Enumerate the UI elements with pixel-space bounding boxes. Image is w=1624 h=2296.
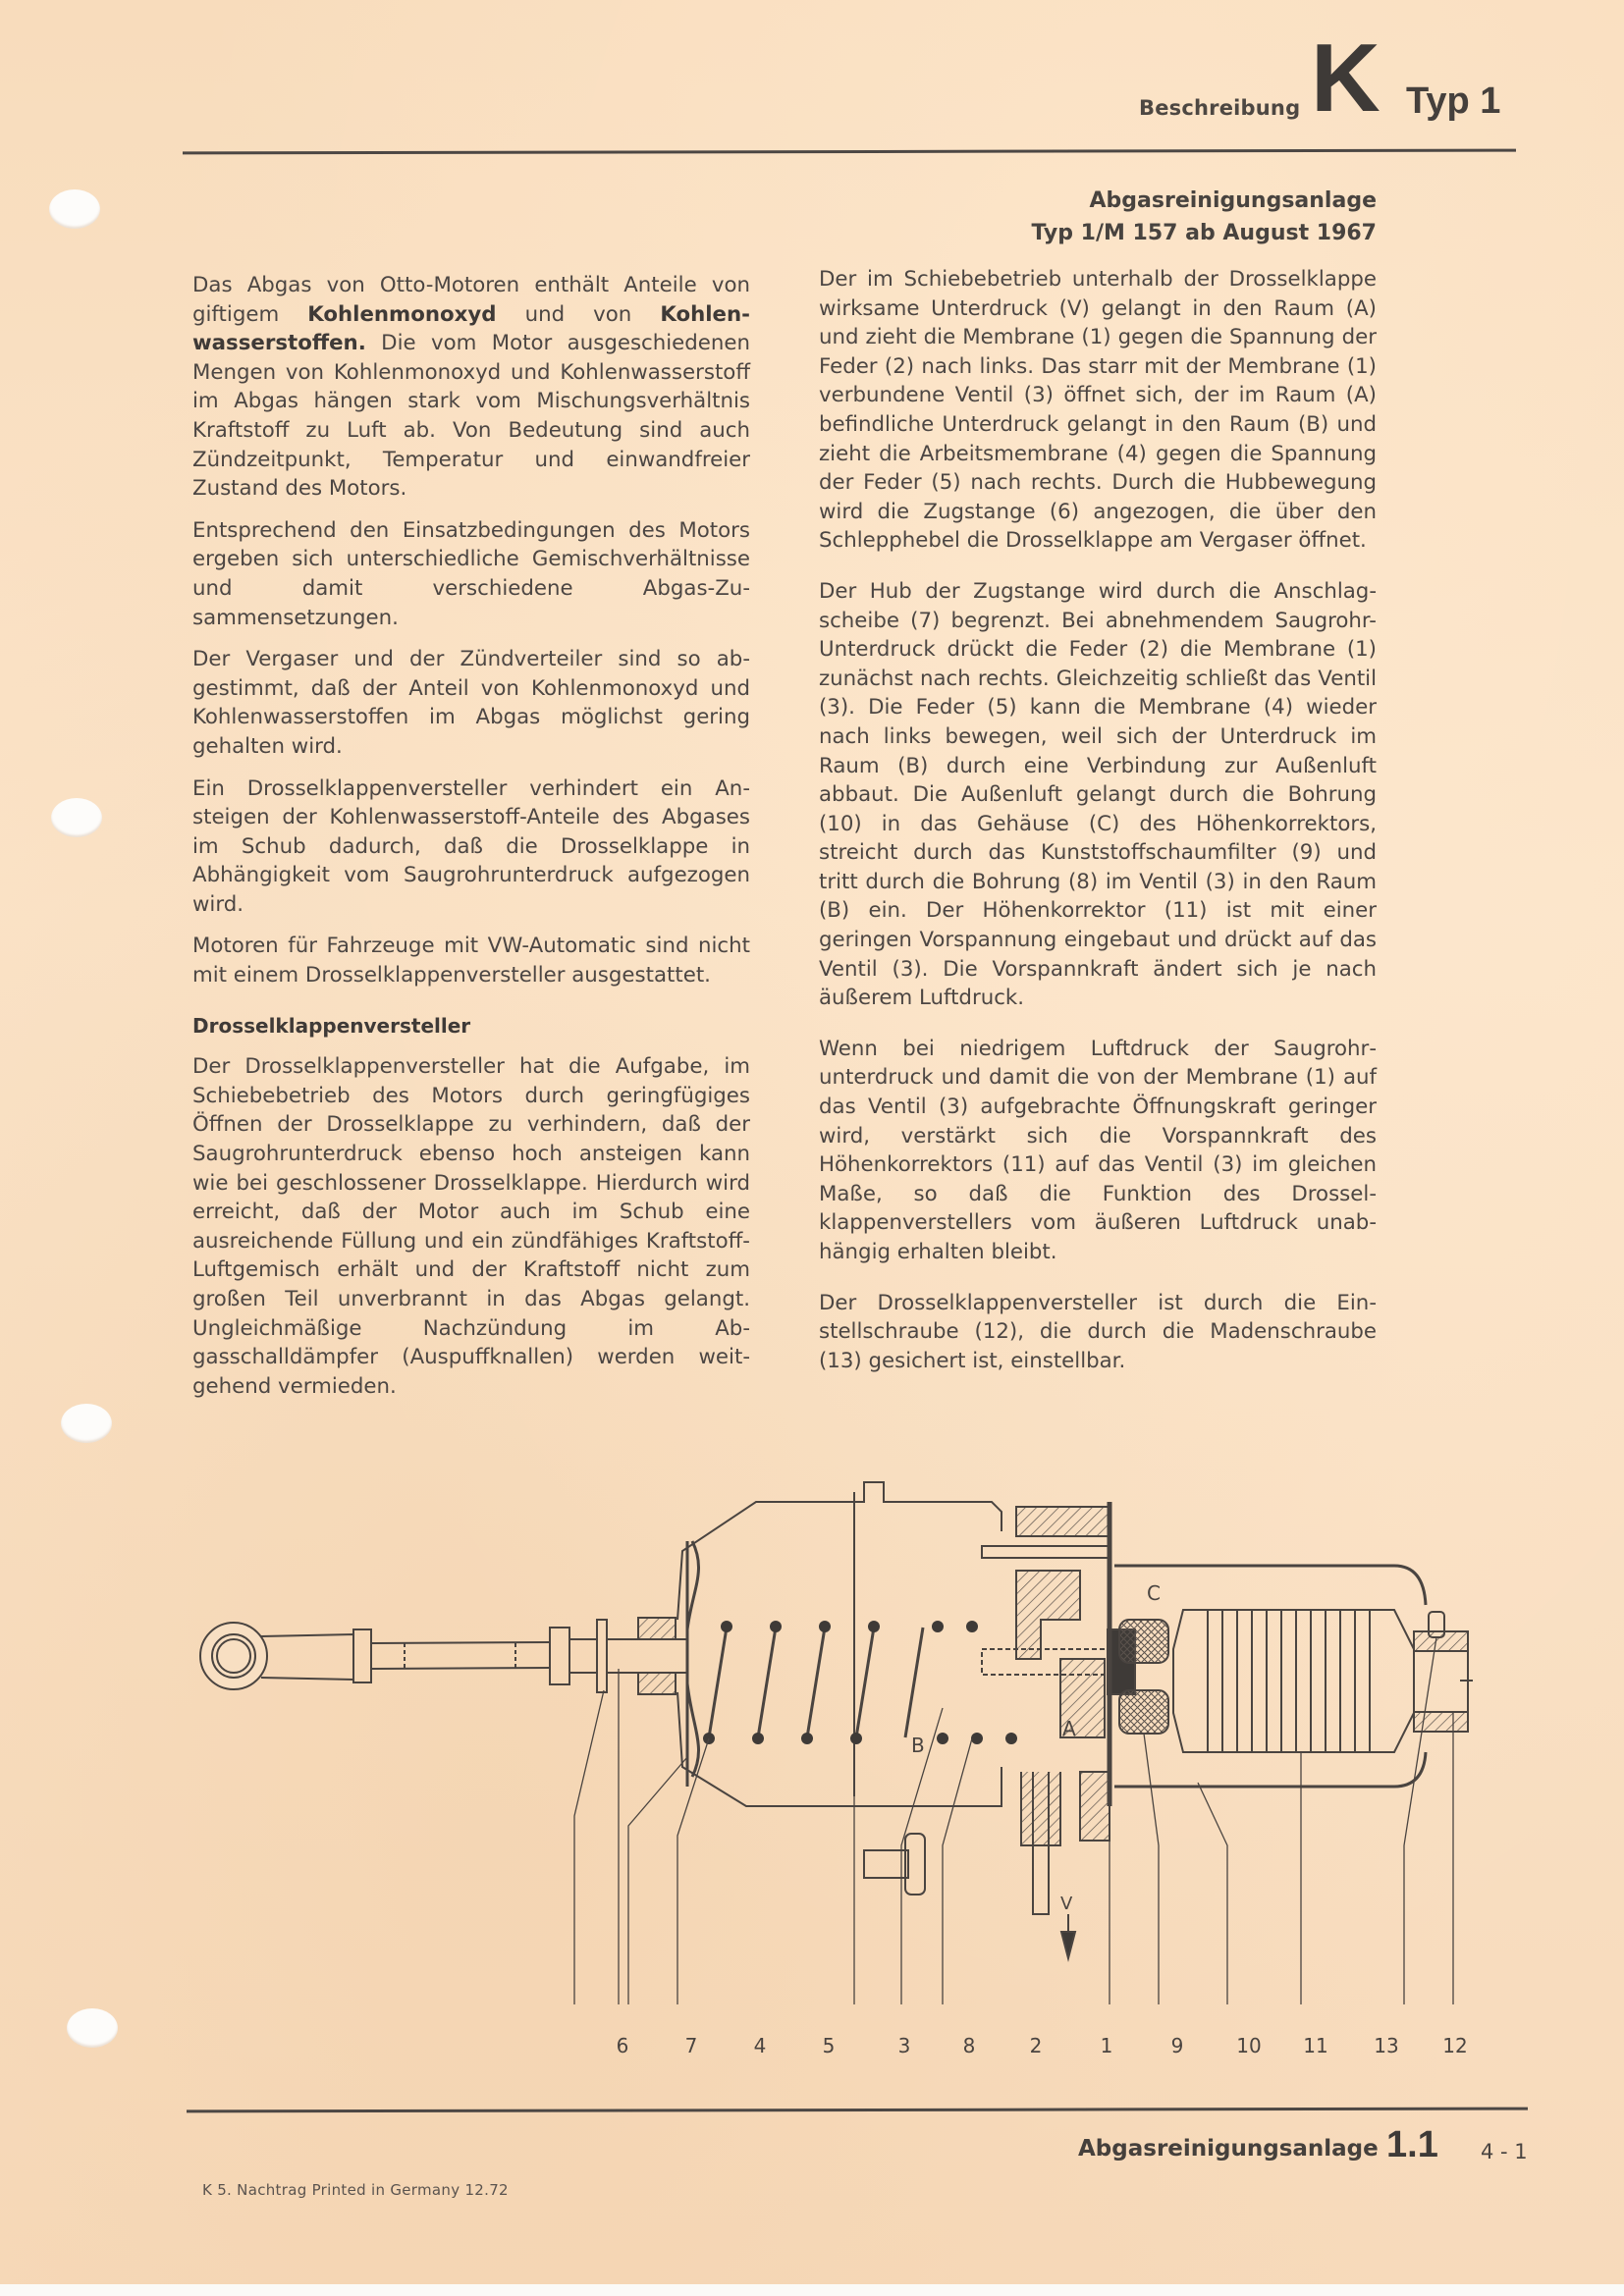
footer-print-info: K 5. Nachtrag Printed in Germany 12.72 bbox=[202, 2181, 509, 2199]
spring-5 bbox=[709, 1628, 923, 1737]
paragraph: Der im Schiebebetrieb unterhalb der Drosselklappe wirksame Unterdruck (V) gelangt in den Raum (A) und zieht die Membrane (1) gegen die Spannung der Feder (2) nach links. Das starr mit der Membrane (1) verbundene Ventil (3) öffnet sich, der im Raum (A) befindliche Unterdruck gelangt in den Raum (B) und zieht die Arbeitsmembrane (4) gegen die Spannung der Feder (5) nach rechts. Durch die Hubbewegung wird die Zugstange (6) angezogen, die über den Schlepphebel die Drosselklappe am Vergaser öffnet. bbox=[819, 267, 1377, 554]
callout-4: 4 bbox=[753, 2034, 767, 2057]
rod-eye bbox=[200, 1623, 353, 1689]
callout-6: 6 bbox=[616, 2034, 629, 2057]
bold-term: Kohlenmonoxyd bbox=[307, 301, 497, 327]
callout-10: 10 bbox=[1236, 2034, 1262, 2057]
paragraph: Der Hub der Zugstange wird durch die Anschlagscheibe (7) begrenzt. Bei abnehmendem Saugrohr-Unterdruck drückt die Feder (2) die Membrane (1) zunächst nach rechts. Gleichzeitig schließt das Ventil (3). Die Feder (5) kann die Membrane (4) wieder nach links bewegen, weil sich der Unterdruck im Raum (B) durch eine Verbindung zur Außenluft abbaut. Die Außenluft gelangt durch die Bohrung (10) in das Gehäuse (C) des Höhenkorrektors, streicht durch das Kunststoffschaumfilter (9) und tritt durch die Bohrung (8) im Ventil (3) in den Raum (B) ein. Der Höhenkorrektor (11) ist mit einer geringen Vorspannung eingebaut und drückt auf das Ventil (3). Die Vorspannkraft ändert sich je nach äußerem Luftdruck. bbox=[819, 578, 1377, 1011]
foam-filter bbox=[1119, 1620, 1168, 1663]
section-heading-subtitle: Typ 1/M 157 ab August 1967 bbox=[1031, 221, 1377, 245]
header-rule bbox=[183, 149, 1516, 155]
valve-body bbox=[982, 1502, 1135, 1914]
callout-8: 8 bbox=[962, 2034, 976, 2057]
section-heading bbox=[1032, 185, 1377, 249]
leader-lines bbox=[574, 1637, 1453, 2004]
diaphragm-housing bbox=[677, 1482, 1001, 1806]
footer-title: Abgasreinigungsanlage bbox=[1078, 2136, 1379, 2162]
footer-rule bbox=[187, 2108, 1528, 2113]
paragraph-text: und von bbox=[496, 301, 661, 327]
paragraph: Motoren für Fahrzeuge mit VW-Automatic sind nicht mit einem Drosselklappenversteller ausgestattet. bbox=[192, 934, 750, 988]
punch-hole bbox=[61, 1404, 112, 1443]
punch-hole bbox=[67, 2008, 118, 2048]
paragraph: Wenn bei niedrigem Luftdruck der Saugrohrunterdruck und damit die von der Membrane (1) auf das Ventil (3) aufgebrachte Öffnungskraft geringer wird, verstärkt sich die Vorspannkraft des Höhenkorrektors (11) auf das Ventil (3) im gleichen Maße, so daß die Funktion des Drosselklappenverstellers vom äußeren Luftdruck unabhängig erhalten bleibt. bbox=[819, 1036, 1377, 1264]
callout-12: 12 bbox=[1442, 2034, 1468, 2057]
chamber-label-a: A bbox=[1062, 1717, 1076, 1740]
paragraph-text: Das Abgas von Otto-Motoren enthält Anteile von giftigem bbox=[192, 273, 750, 327]
header-type-label: Typ 1 bbox=[1406, 80, 1501, 122]
paragraph: Der Drosselklappenversteller ist durch die Einstellschraube (12), die durch die Madenschraube (13) gesichert ist, einstellbar. bbox=[819, 1290, 1377, 1373]
paragraph-text: Die vom Motor ausgeschiedenen Mengen von Kohlenmonoxyd und Kohlenwasserstoff im Abgas hängen stark vom Mischungsverhältnis Kraftstoff zu Luft ab. Von Bedeutung sind auch Zündzeitpunkt, Temperatur und einwandfreier Zustand des Motors. bbox=[192, 331, 750, 502]
paragraph bbox=[192, 271, 750, 504]
right-text-column bbox=[819, 265, 1377, 1388]
paragraph: Entsprechend den Einsatzbedingungen des Motors ergeben sich unterschiedliche Gemischverhältnisse und damit verschiedene Abgas-Zusammensetzungen. bbox=[192, 517, 750, 630]
punch-hole bbox=[51, 798, 102, 837]
vacuum-label-v: V bbox=[1060, 1894, 1073, 1914]
section-heading-title: Abgasreinigungsanlage bbox=[1089, 188, 1377, 213]
callout-3: 3 bbox=[897, 2034, 911, 2057]
subheading: Drosselklappenversteller bbox=[192, 1013, 471, 1038]
left-text-column bbox=[192, 271, 750, 1414]
throttle-positioner-diagram bbox=[192, 1463, 1489, 2091]
callout-5: 5 bbox=[822, 2034, 836, 2057]
paragraph: Der Drosselklappenversteller hat die Aufgabe, im Schiebebetrieb des Motors durch geringfügiges Öffnen der Drosselklappe zu verhindern, daß der Saugrohrunterdruck ebenso hoch ansteigen kann wie bei geschlossener Drosselklappe. Hierdurch wird erreicht, daß der Motor auch im Schub eine ausreichende Füllung und ein zündfähiges Kraftstoff-Luftgemisch erhält und der Kraftstoff nicht zum großen Teil unverbrannt in das Abgas gelangt. Ungleichmäßige Nachzündung im Abgasschalldämpfer (Auspuffknallen) werden weitgehend vermieden. bbox=[192, 1054, 750, 1399]
punch-hole bbox=[49, 189, 100, 229]
callout-2: 2 bbox=[1029, 2034, 1043, 2057]
page-bottom-edge bbox=[0, 2284, 1624, 2296]
callout-13: 13 bbox=[1374, 2034, 1399, 2057]
callout-9: 9 bbox=[1170, 2034, 1184, 2057]
paragraph: Ein Drosselklappenversteller verhindert ein Ansteigen der Kohlenwasserstoff-Anteile des Abgases im Schub dadurch, daß die Drosselklappe in Abhängigkeit vom Saugrohrunterdruck aufgezogen wird. bbox=[192, 775, 750, 917]
header-description-label: Beschreibung bbox=[1139, 96, 1301, 120]
callout-1: 1 bbox=[1100, 2034, 1113, 2057]
footer-page-number: 4 - 1 bbox=[1481, 2140, 1528, 2163]
footer-section-number: 1.1 bbox=[1386, 2124, 1438, 2165]
chamber-label-c: C bbox=[1147, 1581, 1161, 1605]
header-section-letter: K bbox=[1311, 24, 1380, 132]
callout-11: 11 bbox=[1303, 2034, 1328, 2057]
chamber-label-b: B bbox=[911, 1734, 925, 1757]
bold-term: Kohlenwasserstoffen. bbox=[192, 301, 750, 356]
callout-7: 7 bbox=[684, 2034, 698, 2057]
paragraph: Der Vergaser und der Zündverteiler sind so abgestimmt, daß der Anteil von Kohlenmonoxyd und Kohlenwasserstoffen im Abgas möglichst gering gehalten wird. bbox=[192, 647, 750, 759]
